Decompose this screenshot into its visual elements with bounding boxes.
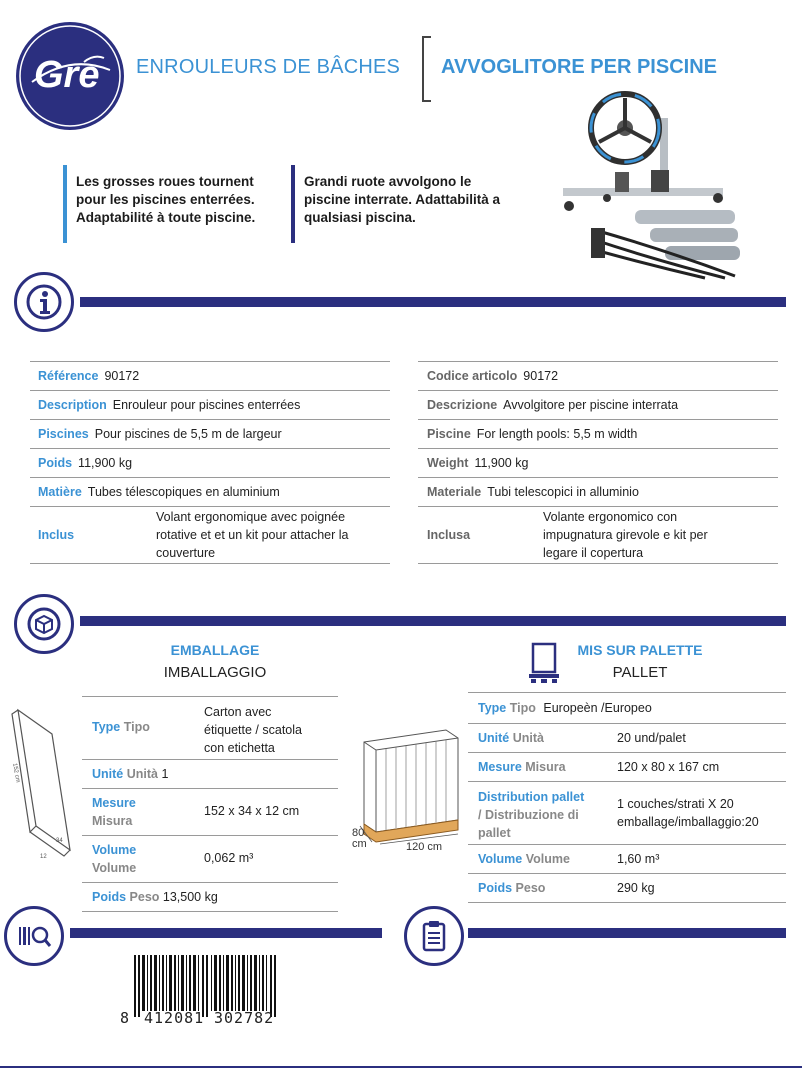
table-row: Volume Volume 0,062 m³	[82, 836, 338, 883]
emballage-title: EMBALLAGE	[170, 642, 260, 658]
intro-fr: Les grosses roues tournent pour les piscines enterrées. Adaptabilité à toute piscine.	[76, 174, 256, 225]
emballage-subtitle: IMBALLAGGIO	[163, 664, 267, 681]
table-row: Type Tipo Europeèn /Europeo	[468, 693, 786, 724]
clipboard-icon	[419, 919, 449, 953]
box-icon	[27, 607, 61, 641]
box-drawing	[8, 700, 80, 870]
table-row: Matière Tubes télescopiques en aluminium	[30, 478, 390, 507]
package-section	[14, 594, 74, 654]
info-section	[14, 272, 74, 332]
palette-table	[468, 692, 786, 903]
package-band	[80, 616, 786, 626]
table-row: Volume Volume 1,60 m³	[468, 845, 786, 874]
pallet-icon	[527, 642, 561, 684]
table-row: Distribution pallet / Distribuzione di pallet 1 couches/strati X 20 emballage/imballaggio:20	[468, 782, 786, 845]
table-row: Descrizione Avvolgitore per piscine interrata	[418, 391, 778, 420]
barcode-digits-2: 302782	[214, 1009, 275, 1027]
barcode-digit-first: 8	[120, 1009, 130, 1027]
title-it: AVVOGLITORE PER PISCINE	[441, 56, 717, 78]
brand-logo	[14, 20, 126, 132]
table-row: Mesure Misura 152 x 34 x 12 cm	[82, 789, 338, 836]
table-row: Type Tipo Carton avec étiquette / scatola con etichetta	[82, 697, 338, 760]
table-row: Piscines Pour piscines de 5,5 m de largeur	[30, 420, 390, 449]
header-bracket	[422, 36, 431, 102]
barcode-section	[4, 906, 64, 966]
title-fr: ENROULEURS DE BÂCHES	[136, 56, 401, 78]
palette-subtitle: PALLET	[612, 664, 668, 681]
barcode-search-icon	[16, 919, 52, 953]
barcode-band	[70, 928, 382, 938]
info-table-it	[418, 361, 778, 564]
pallet-drawing	[346, 720, 464, 860]
box-label-length: 152 cm	[11, 762, 21, 784]
table-row: Codice articolo 90172	[418, 362, 778, 391]
info-band	[80, 297, 786, 307]
emballage-table	[82, 696, 338, 912]
intro-bar-it	[291, 165, 295, 243]
table-row: Poids 11,900 kg	[30, 449, 390, 478]
table-row: Poids Peso 13,500 kg	[82, 883, 338, 912]
table-row: Poids Peso 290 kg	[468, 874, 786, 903]
footer-line	[0, 1066, 802, 1068]
intro-it: Grandi ruote avvolgono le piscine interrate. Adattabilità a qualsiasi piscina.	[304, 174, 501, 225]
table-row: Description Enrouleur pour piscines enterrées	[30, 391, 390, 420]
table-row: Weight 11,900 kg	[418, 449, 778, 478]
info-icon	[26, 284, 62, 320]
pallet-width-label: 120 cm	[406, 841, 443, 853]
pallet-depth-label: 80 cm	[352, 827, 367, 850]
box-label-width: 34	[56, 838, 63, 844]
box-label-height: 12	[40, 854, 47, 860]
table-row: Unité Unità 20 und/palet	[468, 724, 786, 753]
table-row: Référence 90172	[30, 362, 390, 391]
product-image	[555, 80, 740, 280]
table-row: Materiale Tubi telescopici in alluminio	[418, 478, 778, 507]
table-row: Inclusa Volante ergonomico con impugnatura girevole e kit per legare il copertura	[418, 507, 778, 564]
clipboard-section	[404, 906, 464, 966]
info-table-fr	[30, 361, 390, 564]
barcode	[118, 955, 304, 1030]
barcode-digits-1: 412081	[144, 1009, 205, 1027]
table-row: Unité Unità 1	[82, 760, 338, 789]
table-row: Mesure Misura 120 x 80 x 167 cm	[468, 753, 786, 782]
table-row: Inclus Volant ergonomique avec poignée rotative et et un kit pour attacher la couverture	[30, 507, 390, 564]
logo-text: Gre	[34, 54, 100, 96]
palette-title: MIS SUR PALETTE	[577, 642, 703, 658]
intro-bar-fr	[63, 165, 67, 243]
clipboard-band	[468, 928, 786, 938]
table-row: Piscine For length pools: 5,5 m width	[418, 420, 778, 449]
